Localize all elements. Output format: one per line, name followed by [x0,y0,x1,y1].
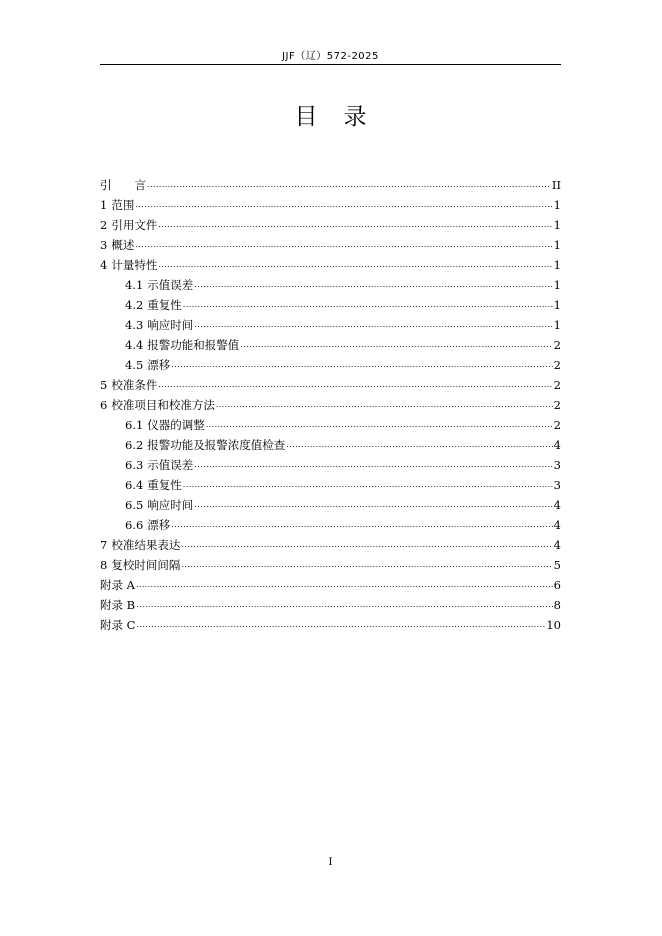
toc-entry-title [125,358,170,372]
toc-entry[interactable] [100,592,561,612]
toc-entry[interactable] [100,612,561,632]
toc-entry-page: 8 [553,598,561,612]
toc-entry-title [125,278,193,292]
toc-dot-leader [158,380,552,390]
toc-dot-leader [286,440,552,450]
toc-entry-title [100,618,135,632]
document-header-code: JJF（辽）572-2025 [282,51,379,62]
toc-dot-leader [136,580,553,590]
toc-entry-page: 1 [553,258,561,272]
toc-dot-leader [158,220,552,230]
toc-entry-number: 4.1 [125,278,144,292]
toc-dot-leader [183,300,553,310]
toc-entry-label: 附录 C [100,618,136,632]
toc-entry[interactable] [100,492,561,512]
toc-entry-page: 4 [553,438,561,452]
toc-entry-page: II [551,178,561,192]
toc-entry-page: 1 [553,278,561,292]
toc-entry-page: 2 [553,378,561,392]
toc-entry-label: 响应时间 [147,498,194,512]
toc-entry-title [100,198,134,212]
toc-entry-label: 引用文件 [111,218,158,232]
toc-entry[interactable] [100,192,561,212]
toc-entry-title [125,418,205,432]
toc-entry-number: 7 [100,538,108,552]
toc-dot-leader [171,520,552,530]
toc-entry[interactable] [100,532,561,552]
toc-entry-title [100,258,157,272]
toc-entry-title [100,398,215,412]
toc-entry[interactable] [100,432,561,452]
toc-entry-number: 6.3 [125,458,144,472]
toc-entry-title [100,558,180,572]
toc-entry-number: 2 [100,218,108,232]
toc-entry-title [100,578,135,592]
toc-entry-label: 范围 [111,198,135,212]
toc-entry[interactable] [100,252,561,272]
toc-entry-page: 2 [553,338,561,352]
toc-dot-leader [181,540,552,550]
toc-entry-number: 1 [100,198,108,212]
toc-entry-label: 响应时间 [147,318,194,332]
toc-entry[interactable] [100,312,561,332]
toc-entry-page: 4 [553,518,561,532]
toc-entry-number: 4.2 [125,298,144,312]
toc-entry[interactable] [100,292,561,312]
toc-entry-label: 校准条件 [111,378,158,392]
toc-entry-label: 附录 B [100,598,136,612]
page-title: 目录 [294,104,393,130]
toc-entry-page: 1 [553,298,561,312]
toc-dot-leader [158,260,552,270]
toc-entry-label: 报警功能和报警值 [147,338,240,352]
toc-entry-label: 计量特性 [111,258,158,272]
toc-dot-leader [216,400,553,410]
toc-entry[interactable] [100,232,561,252]
toc-entry-number: 4 [100,258,108,272]
toc-entry-label: 校准项目和校准方法 [111,398,215,412]
toc-entry-page: 1 [553,198,561,212]
toc-dot-leader [194,460,552,470]
toc-entry-number: 8 [100,558,108,572]
toc-entry-page: 2 [553,358,561,372]
toc-entry-title [125,478,182,492]
toc-dot-leader [135,200,552,210]
toc-dot-leader [240,340,552,350]
toc-entry-page: 10 [546,618,561,632]
toc-dot-leader [183,480,553,490]
toc-entry-number: 4.5 [125,358,144,372]
table-of-contents [100,172,561,632]
toc-dot-leader [194,320,552,330]
toc-entry[interactable] [100,272,561,292]
toc-entry-title [125,438,285,452]
toc-entry-title [125,318,193,332]
toc-entry[interactable] [100,372,561,392]
toc-entry-label: 报警功能及报警浓度值检查 [147,438,286,452]
toc-entry-label: 漂移 [147,358,171,372]
toc-entry-number: 6.4 [125,478,144,492]
toc-entry[interactable] [100,392,561,412]
toc-entry-label: 重复性 [147,478,182,492]
toc-dot-leader [136,600,553,610]
toc-dot-leader [194,280,552,290]
toc-entry-label: 示值误差 [147,458,194,472]
toc-entry-title [100,378,157,392]
toc-entry-page: 4 [553,498,561,512]
toc-entry-number: 6.5 [125,498,144,512]
toc-entry-number: 6 [100,398,108,412]
toc-entry-title [100,218,157,232]
toc-entry[interactable] [100,212,561,232]
toc-entry-page: 2 [553,418,561,432]
toc-entry[interactable] [100,452,561,472]
toc-entry[interactable] [100,352,561,372]
toc-entry-label: 示值误差 [147,278,194,292]
toc-entry[interactable] [100,472,561,492]
header-divider [100,64,561,65]
toc-entry-number: 3 [100,238,108,252]
toc-entry-page: 2 [553,398,561,412]
toc-entry-page: 4 [553,538,561,552]
toc-entry-page: 5 [553,558,561,572]
toc-entry-title [100,538,180,552]
toc-entry-number: 6.2 [125,438,144,452]
toc-entry-label: 仪器的调整 [147,418,205,432]
toc-entry-label: 重复性 [147,298,182,312]
toc-entry-page: 1 [553,318,561,332]
toc-entry-label: 校准结果表达 [111,538,181,552]
toc-entry-page: 3 [553,458,561,472]
toc-entry[interactable] [100,572,561,592]
toc-dot-leader [135,240,552,250]
toc-entry-number: 6.6 [125,518,144,532]
toc-entry[interactable] [100,552,561,572]
toc-entry-number: 5 [100,378,108,392]
toc-entry[interactable] [100,512,561,532]
toc-entry-page: 1 [553,238,561,252]
toc-entry-title [100,598,135,612]
toc-entry-title [125,338,239,352]
toc-entry[interactable] [100,332,561,352]
toc-entry-page: 1 [553,218,561,232]
toc-entry[interactable] [100,172,561,192]
toc-entry-number: 4.3 [125,318,144,332]
toc-entry-title [100,178,146,192]
toc-entry-title [125,498,193,512]
toc-entry-page: 6 [553,578,561,592]
toc-dot-leader [206,420,553,430]
toc-entry-title [125,458,193,472]
toc-dot-leader [194,500,552,510]
toc-entry-label: 漂移 [147,518,171,532]
toc-dot-leader [147,180,551,190]
toc-dot-leader [171,360,552,370]
toc-entry[interactable] [100,412,561,432]
toc-entry-title [125,518,170,532]
toc-dot-leader [136,620,545,630]
toc-dot-leader [181,560,552,570]
toc-entry-title [100,238,134,252]
toc-entry-label: 引 言 [100,178,146,192]
toc-entry-number: 6.1 [125,418,144,432]
page-number: I [328,857,333,868]
toc-entry-label: 复校时间间隔 [111,558,181,572]
toc-entry-title [125,298,182,312]
toc-entry-page: 3 [553,478,561,492]
toc-entry-number: 4.4 [125,338,144,352]
toc-entry-label: 附录 A [100,578,135,592]
toc-entry-label: 概述 [111,238,135,252]
